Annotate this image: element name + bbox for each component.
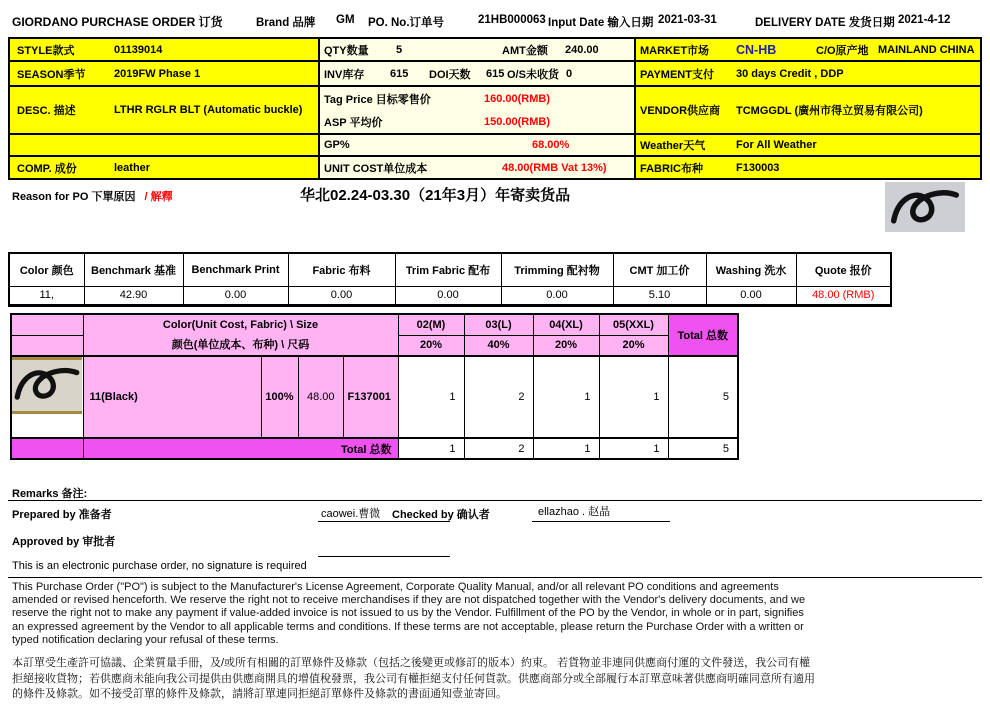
asp-label: ASP 平均价 xyxy=(324,116,383,129)
doi-value: 615 xyxy=(486,67,505,80)
benchmark-value: 42.90 xyxy=(84,286,183,305)
tag-price-label: Tag Price 目标零售价 xyxy=(324,93,431,106)
unit-cost-value: 48.00(RMB Vat 13%) xyxy=(502,161,607,174)
fabric-label: FABRIC布种 xyxy=(640,162,703,175)
col-header-trim-fabric: Trim Fabric 配布 xyxy=(395,253,501,286)
style-label: STYLE款式 xyxy=(17,44,75,57)
document-title: GIORDANO PURCHASE ORDER 订货 xyxy=(12,15,223,29)
belt-photo xyxy=(885,182,965,232)
col-header-benchmark: Benchmark 基准 xyxy=(84,253,183,286)
ratio-xxl: 20% xyxy=(599,335,668,356)
vendor-value: TCMGGDL (廣州市得立贸易有限公司) xyxy=(736,105,923,117)
po-terms-english xyxy=(12,581,805,647)
size-table-header-row1 xyxy=(11,314,738,335)
image-column-header xyxy=(11,314,83,335)
cost-table-value-row xyxy=(9,286,891,305)
qty-xl: 1 xyxy=(533,356,599,438)
size-breakdown-table xyxy=(10,313,739,460)
desc-label: DESC. 描述 xyxy=(17,105,76,117)
cost-breakdown-table xyxy=(8,252,892,307)
belt-thumbnail xyxy=(12,357,82,414)
prepared-by-label: Prepared by 准备者 xyxy=(12,509,112,521)
size-header-xl: 04(XL) xyxy=(533,314,599,335)
input-date-label: Input Date 输入日期 xyxy=(548,17,654,29)
outstanding-value: 0 xyxy=(566,67,573,80)
col-header-quote: Quote 报价 xyxy=(796,253,891,286)
image-column-header2 xyxy=(11,335,83,356)
vendor-label: VENDOR供应商 xyxy=(640,105,721,117)
approved-signature-line xyxy=(318,556,450,557)
size-header-l: 03(L) xyxy=(464,314,533,335)
qty-l: 2 xyxy=(464,356,533,438)
col-header-color: Color 颜色 xyxy=(9,253,84,286)
payment-label: PAYMENT支付 xyxy=(640,68,714,81)
market-label: MARKET市场 xyxy=(640,44,710,57)
doi-label: DOI天数 xyxy=(429,68,471,81)
size-table-title-cell xyxy=(83,314,398,356)
qty-value: 5 xyxy=(396,43,403,56)
po-number-value: 21HB000063 xyxy=(478,14,546,26)
size-table-data-row xyxy=(11,356,738,438)
amt-value: 240.00 xyxy=(565,43,599,56)
inv-label: INV库存 xyxy=(324,68,365,81)
colorway-name: 11(Black) xyxy=(83,356,261,438)
reason-label-suffix: / 解釋 xyxy=(144,191,173,203)
market-value: CN-HB xyxy=(736,42,777,57)
style-value: 01139014 xyxy=(114,43,163,56)
benchmark-print-value: 0.00 xyxy=(183,286,288,305)
unit-cost-label: UNIT COST单位成本 xyxy=(324,162,428,175)
terms-en-line: reserve the right not to make any payment if value-added invoice is not issued to us by the Vendor. Fulfillment of the PO by the Vendor, in whole or in part, signifies xyxy=(12,607,804,620)
colorway-unit-cost: 48.00 xyxy=(298,356,343,438)
country-origin-label: C/O原产地 xyxy=(816,44,869,57)
terms-en-line: This Purchase Order ("PO") is subject to the Manufacturer's License Agreement, Corporate Quality Manual, and/or all relevant PO conditions and agreements xyxy=(12,581,779,593)
qty-m: 1 xyxy=(398,356,464,438)
color-value: 11, xyxy=(9,286,84,305)
po-reason-title: 华北02.24-03.30（21年3月）年寄卖货品 xyxy=(300,187,571,204)
terms-cn-line: 的條件及條款。如不接受訂單的條件及條款，請將訂單連同拒絕訂單條件及條款的書面通知壹並寄回。 xyxy=(12,688,507,700)
checked-by-label: Checked by 确认者 xyxy=(392,509,490,521)
info-row-desc xyxy=(10,85,980,133)
weather-label: Weather天气 xyxy=(640,140,706,152)
terms-cn-line: 本訂單受生產許可協議、企業質量手冊，及/或所有相關的訂單條件及條款（包括之後變更或修訂的版本）約束。 若貨物並非連同供應商付運的文件發送，我公司有權 xyxy=(12,657,811,669)
info-row-season xyxy=(10,60,980,85)
input-date-value: 2021-03-31 xyxy=(658,14,717,26)
terms-en-line: typed notification declaring your refusal of these terms. xyxy=(12,633,279,646)
trim-fabric-value: 0.00 xyxy=(395,286,501,305)
info-row-comp xyxy=(10,155,980,178)
size-table-title-cn: 颜色(单位成本、布种) \ 尺码 xyxy=(171,339,310,351)
country-origin-value: MAINLAND CHINA xyxy=(878,43,975,56)
cmt-value: 5.10 xyxy=(613,286,706,305)
col-header-fabric: Fabric 布料 xyxy=(288,253,395,286)
approved-by-label: Approved by 审批者 xyxy=(12,536,116,548)
amt-label: AMT金额 xyxy=(502,44,548,57)
qty-label: QTY数量 xyxy=(324,44,369,57)
total-row-label: Total 总数 xyxy=(83,438,398,459)
reason-label-text: Reason for PO 下單原因 xyxy=(12,191,136,203)
divider-line-1 xyxy=(8,500,982,501)
composition-label: COMP. 成份 xyxy=(17,162,77,175)
cost-table-header-row xyxy=(9,253,891,286)
size-header-m: 02(M) xyxy=(398,314,464,335)
col-header-trimming: Trimming 配衬物 xyxy=(501,253,613,286)
electronic-po-note: This is an electronic purchase order, no signature is required xyxy=(12,560,307,572)
delivery-date-label: DELIVERY DATE 发货日期 xyxy=(755,17,895,29)
belt-thumbnail-cell xyxy=(11,356,83,438)
size-header-xxl: 05(XXL) xyxy=(599,314,668,335)
gp-label: GP% xyxy=(324,139,350,151)
belt-thumbnail-icon xyxy=(12,360,82,408)
terms-en-line: amended or revised henceforth. We reserve the right not to receive merchandises if they are not dispatched together with the Vendor's delivery documents, and we xyxy=(12,594,806,607)
outstanding-label: O/S未收货 xyxy=(507,68,559,81)
total-m: 1 xyxy=(398,438,464,459)
season-value: 2019FW Phase 1 xyxy=(114,67,201,80)
info-row-style xyxy=(10,39,980,60)
tag-price-value: 160.00(RMB) xyxy=(483,92,550,105)
ratio-l: 40% xyxy=(464,335,533,356)
colorway-fabric-code: F137001 xyxy=(343,356,398,438)
delivery-date-value: 2021-4-12 xyxy=(898,14,951,26)
total-row-image-cell xyxy=(11,438,83,459)
size-table-total-row xyxy=(11,438,738,459)
checked-by-signature: ellazhao . 赵晶 xyxy=(538,506,611,518)
fabric-value: F130003 xyxy=(736,161,780,174)
asp-value: 150.00(RMB) xyxy=(483,115,550,128)
qty-xxl: 1 xyxy=(599,356,668,438)
composition-value: leather xyxy=(114,161,151,174)
ratio-m: 20% xyxy=(398,335,464,356)
total-xl: 1 xyxy=(533,438,599,459)
washing-value: 0.00 xyxy=(706,286,796,305)
po-terms-chinese xyxy=(12,656,815,703)
terms-cn-line: 拒絕接收貨物；若供應商未能向我公司提供由供應商開具的增值稅發票，我公司有權拒絕支付任何貨款。供應商部分或全部履行本訂單意味著供應商明確同意所有適用 xyxy=(12,672,815,685)
prepared-by-signature: caowei.曹微 xyxy=(321,508,381,520)
size-table-title-en: Color(Unit Cost, Fabric) \ Size xyxy=(162,319,319,331)
brand-value: GM xyxy=(336,14,355,26)
terms-en-line: an expressed agreement by the Vendor to all applicable terms and conditions. If these terms are not acceptable, please return the Purchase Order with a written or xyxy=(12,620,804,633)
trimming-value: 0.00 xyxy=(501,286,613,305)
divider-line-2 xyxy=(8,577,982,578)
inv-value: 615 xyxy=(390,67,409,80)
quote-value: 48.00 (RMB) xyxy=(796,286,891,305)
remarks-label: Remarks 备注: xyxy=(12,488,88,500)
thumbnail-bottom-strip xyxy=(12,411,82,414)
total-xxl: 1 xyxy=(599,438,668,459)
brand-label: Brand 品牌 xyxy=(256,17,316,29)
col-header-benchmark-print: Benchmark Print xyxy=(183,253,288,286)
fabric-cost-value: 0.00 xyxy=(288,286,395,305)
grand-total: 5 xyxy=(668,438,738,459)
colorway-pct: 100% xyxy=(261,356,298,438)
qty-row-total: 5 xyxy=(668,356,738,438)
po-number-label: PO. No.订单号 xyxy=(368,17,445,29)
reason-for-po-label xyxy=(12,188,173,204)
desc-value: LTHR RGLR BLT (Automatic buckle) xyxy=(114,104,303,116)
order-info-grid xyxy=(8,37,982,180)
checked-signature-line xyxy=(532,521,670,522)
total-column-header: Total 总数 xyxy=(668,314,738,356)
col-header-washing: Washing 洗水 xyxy=(706,253,796,286)
payment-value: 30 days Credit , DDP xyxy=(736,67,844,80)
total-l: 2 xyxy=(464,438,533,459)
col-header-cmt: CMT 加工价 xyxy=(613,253,706,286)
season-label: SEASON季节 xyxy=(17,68,86,81)
weather-value: For All Weather xyxy=(736,139,817,151)
gp-value: 68.00% xyxy=(532,139,570,151)
ratio-xl: 20% xyxy=(533,335,599,356)
belt-icon xyxy=(887,184,963,230)
info-row-gp xyxy=(10,133,980,155)
